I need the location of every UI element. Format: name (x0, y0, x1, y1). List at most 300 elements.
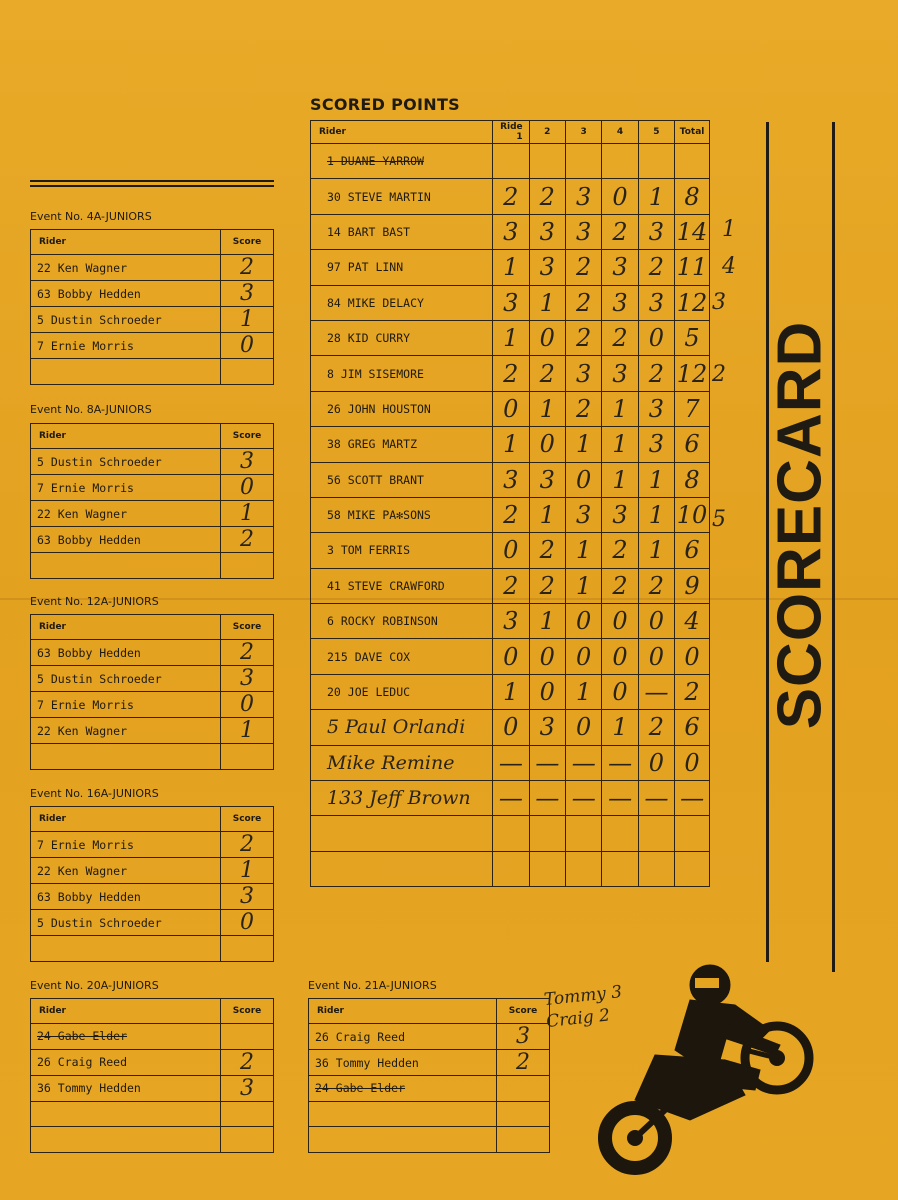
table-row (311, 250, 710, 285)
rider-score (221, 936, 274, 962)
rider-score: 1 (221, 307, 274, 333)
rider-score (497, 1076, 550, 1102)
ride-score: 3 (493, 285, 530, 320)
table-row (311, 356, 710, 391)
rider-score: 1 (221, 501, 274, 527)
column-header: Rider (31, 807, 221, 832)
ride-score: 1 (638, 462, 674, 497)
ride-score: 2 (493, 179, 530, 214)
rider-name: 7 Ernie Morris (31, 692, 221, 718)
ride-score: 2 (529, 179, 565, 214)
rider-name (309, 1127, 497, 1153)
ride-score (638, 816, 674, 851)
ride-score: 3 (493, 214, 530, 249)
table-row (31, 744, 274, 770)
ride-score: 3 (602, 356, 638, 391)
ride-score: — (638, 781, 674, 816)
table-row (31, 1075, 274, 1101)
table-row (31, 1101, 274, 1127)
ride-score (566, 816, 602, 851)
ride-score: 1 (529, 604, 565, 639)
ride-score: 2 (638, 356, 674, 391)
event-table (30, 229, 274, 385)
table-row (31, 1024, 274, 1050)
event-table (308, 998, 550, 1153)
table-row (31, 255, 274, 281)
rider-name: 5 Dustin Schroeder (31, 449, 221, 475)
rider-score (221, 744, 274, 770)
rider-score: 2 (221, 527, 274, 553)
ride-score: 0 (529, 320, 565, 355)
rider-name: 63 Bobby Hedden (31, 884, 221, 910)
ride-score: 3 (602, 497, 638, 532)
ride-score (602, 144, 638, 179)
ride-score: 1 (493, 250, 530, 285)
event-table (30, 806, 274, 962)
ride-score: 0 (566, 462, 602, 497)
rider-name: 22 Ken Wagner (31, 255, 221, 281)
event-table (30, 423, 274, 579)
rider-name: 14 BART BAST (311, 214, 493, 249)
table-row (309, 1050, 550, 1076)
ride-score: 3 (566, 214, 602, 249)
column-header: Score (221, 615, 274, 640)
rider-score: 2 (221, 255, 274, 281)
ride-score (529, 851, 565, 886)
rider-name: 5 Dustin Schroeder (31, 910, 221, 936)
table-row (31, 501, 274, 527)
total-score: 6 (675, 427, 710, 462)
rider-name (309, 1101, 497, 1127)
ride-score: 1 (638, 179, 674, 214)
rider-score (497, 1101, 550, 1127)
table-row (31, 1049, 274, 1075)
ride-score: 2 (638, 568, 674, 603)
ride-score: 3 (638, 285, 674, 320)
event-label: Event No. 12A-JUNIORS (30, 595, 159, 608)
rider-name: 5 Dustin Schroeder (31, 307, 221, 333)
table-row (31, 640, 274, 666)
ride-score: 3 (529, 214, 565, 249)
ride-score: 1 (602, 427, 638, 462)
rider-name: 63 Bobby Hedden (31, 281, 221, 307)
ride-score: 2 (529, 533, 565, 568)
table-row (311, 214, 710, 249)
rider-score: 2 (221, 832, 274, 858)
total-score: 0 (675, 745, 710, 780)
event-table (30, 614, 274, 770)
column-header: Score (497, 999, 550, 1024)
table-row (311, 816, 710, 851)
rider-name: 24 Gabe Elder (31, 1024, 221, 1050)
table-row (31, 281, 274, 307)
ride-score: — (529, 745, 565, 780)
rider-score: 0 (221, 333, 274, 359)
ride-score: 3 (529, 462, 565, 497)
ride-score: 3 (493, 604, 530, 639)
column-header: Score (221, 424, 274, 449)
table-row (31, 666, 274, 692)
rider-score: 3 (221, 666, 274, 692)
rider-score: 0 (221, 910, 274, 936)
rider-name: 24 Gabe Elder (309, 1076, 497, 1102)
rider-score (221, 1024, 274, 1050)
ride-score: 3 (566, 179, 602, 214)
ride-score: 3 (602, 285, 638, 320)
rider-name: 26 Craig Reed (31, 1049, 221, 1075)
ride-score: 0 (602, 639, 638, 674)
event-table (30, 998, 274, 1153)
rider-name: 30 STEVE MARTIN (311, 179, 493, 214)
total-score: 0 (675, 639, 710, 674)
rider-name: 22 Ken Wagner (31, 858, 221, 884)
event-label: Event No. 8A-JUNIORS (30, 403, 152, 416)
table-row (31, 692, 274, 718)
margin-note: 4 (722, 253, 736, 279)
rider-name: 7 Ernie Morris (31, 333, 221, 359)
table-row (311, 462, 710, 497)
rider-name: 215 DAVE COX (311, 639, 493, 674)
event-label: Event No. 16A-JUNIORS (30, 787, 159, 800)
ride-score: 0 (566, 710, 602, 745)
rider-name: 8 JIM SISEMORE (311, 356, 493, 391)
table-row (311, 179, 710, 214)
ride-score: — (493, 781, 530, 816)
ride-score (529, 816, 565, 851)
rider-score: 0 (221, 692, 274, 718)
column-header: 2 (529, 121, 565, 144)
rider-name: 63 Bobby Hedden (31, 640, 221, 666)
total-score (675, 816, 710, 851)
ride-score: 0 (602, 674, 638, 709)
table-row (311, 285, 710, 320)
ride-score: 1 (493, 427, 530, 462)
ride-score: 0 (638, 320, 674, 355)
table-row (311, 781, 710, 816)
event-label: Event No. 20A-JUNIORS (30, 979, 159, 992)
column-header: Score (221, 230, 274, 255)
scored-points-table (310, 120, 710, 887)
ride-score: 2 (638, 250, 674, 285)
ride-score: 0 (529, 427, 565, 462)
rider-name: 36 Tommy Hedden (309, 1050, 497, 1076)
ride-score: 3 (566, 356, 602, 391)
total-score: 5 (675, 320, 710, 355)
rider-name (311, 816, 493, 851)
table-row (31, 936, 274, 962)
rider-score: 0 (221, 475, 274, 501)
column-header: 3 (566, 121, 602, 144)
rider-name (31, 359, 221, 385)
ride-score: 1 (566, 674, 602, 709)
total-score: 14 (675, 214, 710, 249)
table-row (31, 307, 274, 333)
ride-score: 0 (493, 639, 530, 674)
rider-name: 7 Ernie Morris (31, 475, 221, 501)
ride-score: — (493, 745, 530, 780)
rider-score: 2 (221, 640, 274, 666)
table-row (31, 359, 274, 385)
rider-score: 3 (221, 884, 274, 910)
ride-score: 3 (493, 462, 530, 497)
rider-score: 3 (221, 281, 274, 307)
table-row (311, 144, 710, 179)
rider-name (31, 936, 221, 962)
total-score: 9 (675, 568, 710, 603)
rider-name: 56 SCOTT BRANT (311, 462, 493, 497)
table-row (311, 427, 710, 462)
rider-name: 5 Dustin Schroeder (31, 666, 221, 692)
total-score: 6 (675, 710, 710, 745)
divider (30, 180, 274, 182)
table-row (311, 320, 710, 355)
table-row (311, 568, 710, 603)
ride-score: 3 (566, 497, 602, 532)
ride-score (602, 816, 638, 851)
event-label: Event No. 4A-JUNIORS (30, 210, 152, 223)
ride-score: 2 (493, 568, 530, 603)
ride-score: 2 (566, 391, 602, 426)
rider-score: 2 (221, 1049, 274, 1075)
table-row (31, 527, 274, 553)
note-line: Tommy 3 (543, 982, 624, 1011)
column-header: Rider (311, 121, 493, 144)
ride-score: 0 (566, 639, 602, 674)
rider-name (31, 744, 221, 770)
rider-name: 26 JOHN HOUSTON (311, 391, 493, 426)
total-score: 8 (675, 462, 710, 497)
ride-score (602, 851, 638, 886)
table-row (31, 910, 274, 936)
ride-score: 2 (602, 568, 638, 603)
total-score: 6 (675, 533, 710, 568)
total-score: 12 (675, 285, 710, 320)
ride-score: 1 (529, 497, 565, 532)
table-row (311, 533, 710, 568)
ride-score: 0 (529, 639, 565, 674)
ride-score: 1 (602, 710, 638, 745)
rider-name (311, 851, 493, 886)
total-score: — (675, 781, 710, 816)
rider-name: 22 Ken Wagner (31, 718, 221, 744)
ride-score: 0 (493, 710, 530, 745)
ride-score (566, 144, 602, 179)
ride-score: 0 (493, 533, 530, 568)
margin-note: 3 (712, 289, 726, 315)
ride-score: — (529, 781, 565, 816)
ride-score: 2 (602, 214, 638, 249)
ride-score: 1 (638, 533, 674, 568)
ride-score (493, 816, 530, 851)
column-header: Rider (31, 424, 221, 449)
rider-name: 38 GREG MARTZ (311, 427, 493, 462)
ride-score: 2 (566, 285, 602, 320)
motorcycle-rider-illustration (595, 960, 825, 1175)
column-header: 5 (638, 121, 674, 144)
ride-score: 3 (602, 250, 638, 285)
table-row (311, 639, 710, 674)
total-score: 11 (675, 250, 710, 285)
total-score: 8 (675, 179, 710, 214)
rider-name (31, 1127, 221, 1153)
rider-score (221, 1127, 274, 1153)
rider-name: Mike Remine (311, 745, 493, 780)
table-header-row (311, 121, 710, 144)
ride-score: 0 (638, 604, 674, 639)
rider-name: 3 TOM FERRIS (311, 533, 493, 568)
column-header: 4 (602, 121, 638, 144)
ride-score: 2 (638, 710, 674, 745)
table-row (31, 832, 274, 858)
rider-score (221, 359, 274, 385)
note-line: Craig 2 (545, 1005, 611, 1032)
ride-score: 0 (493, 391, 530, 426)
rider-score (497, 1127, 550, 1153)
ride-score: 1 (529, 285, 565, 320)
ride-score (529, 144, 565, 179)
rider-name: 36 Tommy Hedden (31, 1075, 221, 1101)
table-row (31, 1127, 274, 1153)
table-row (31, 449, 274, 475)
page-title: SCORED POINTS (310, 95, 460, 114)
margin-note: 5 (712, 507, 726, 532)
rider-name: 58 MIKE PA✻SONS (311, 497, 493, 532)
total-score: 10 (675, 497, 710, 532)
margin-note: 1 (722, 217, 736, 243)
ride-score (638, 144, 674, 179)
ride-score: 1 (602, 462, 638, 497)
total-score (675, 144, 710, 179)
total-score: 2 (675, 674, 710, 709)
margin-note: 2 (712, 362, 726, 388)
ride-score: 2 (493, 497, 530, 532)
ride-score: — (566, 781, 602, 816)
rider-score: 1 (221, 858, 274, 884)
total-score: 7 (675, 391, 710, 426)
event-label: Event No. 21A-JUNIORS (308, 979, 437, 992)
ride-score: 0 (566, 604, 602, 639)
scorecard-brand: SCORECARD (765, 320, 835, 730)
ride-score: — (638, 674, 674, 709)
total-score (675, 851, 710, 886)
total-score: 4 (675, 604, 710, 639)
ride-score: 0 (638, 639, 674, 674)
table-row (309, 1076, 550, 1102)
total-score: 12 (675, 356, 710, 391)
column-header: Score (221, 807, 274, 832)
column-header: Ride 1 (493, 121, 530, 144)
column-header: Rider (31, 615, 221, 640)
ride-score: — (602, 745, 638, 780)
column-header: Rider (31, 999, 221, 1024)
ride-score: — (602, 781, 638, 816)
ride-score (638, 851, 674, 886)
ride-score: 1 (638, 497, 674, 532)
rider-name: 5 Paul Orlandi (311, 710, 493, 745)
ride-score: 1 (493, 674, 530, 709)
ride-score: 2 (602, 320, 638, 355)
table-row (31, 333, 274, 359)
divider (30, 185, 274, 187)
table-row (311, 851, 710, 886)
table-row (309, 1101, 550, 1127)
ride-score (566, 851, 602, 886)
ride-score: 2 (566, 250, 602, 285)
ride-score: 2 (602, 533, 638, 568)
ride-score: 3 (529, 250, 565, 285)
rider-name: 133 Jeff Brown (311, 781, 493, 816)
ride-score: 1 (493, 320, 530, 355)
column-header: Total (675, 121, 710, 144)
rider-name: 84 MIKE DELACY (311, 285, 493, 320)
rider-score (221, 553, 274, 579)
rider-score: 2 (497, 1050, 550, 1076)
rider-name: 6 ROCKY ROBINSON (311, 604, 493, 639)
table-row (311, 674, 710, 709)
rider-score: 3 (221, 449, 274, 475)
ride-score: 3 (529, 710, 565, 745)
rider-name: 97 PAT LINN (311, 250, 493, 285)
rider-name: 63 Bobby Hedden (31, 527, 221, 553)
rider-name (31, 1101, 221, 1127)
table-row (31, 884, 274, 910)
table-row (311, 710, 710, 745)
table-row (311, 745, 710, 780)
rider-score: 1 (221, 718, 274, 744)
ride-score (493, 851, 530, 886)
rider-score (221, 1101, 274, 1127)
table-row (311, 604, 710, 639)
ride-score: 2 (529, 568, 565, 603)
table-row (309, 1024, 550, 1050)
table-row (31, 858, 274, 884)
table-row (31, 718, 274, 744)
rider-name: 7 Ernie Morris (31, 832, 221, 858)
column-header: Rider (309, 999, 497, 1024)
rider-score: 3 (221, 1075, 274, 1101)
rider-name: 26 Craig Reed (309, 1024, 497, 1050)
ride-score: 1 (566, 568, 602, 603)
ride-score: 0 (602, 179, 638, 214)
ride-score: 3 (638, 391, 674, 426)
table-row (31, 475, 274, 501)
ride-score: 2 (529, 356, 565, 391)
ride-score: 2 (566, 320, 602, 355)
table-row (31, 553, 274, 579)
rider-name: 22 Ken Wagner (31, 501, 221, 527)
table-row (311, 391, 710, 426)
ride-score: 0 (602, 604, 638, 639)
ride-score: 1 (602, 391, 638, 426)
ride-score: 1 (529, 391, 565, 426)
table-row (309, 1127, 550, 1153)
rider-name: 20 JOE LEDUC (311, 674, 493, 709)
ride-score: 3 (638, 427, 674, 462)
rider-score: 3 (497, 1024, 550, 1050)
ride-score: — (566, 745, 602, 780)
ride-score (493, 144, 530, 179)
ride-score: 1 (566, 427, 602, 462)
rider-name: 41 STEVE CRAWFORD (311, 568, 493, 603)
column-header: Rider (31, 230, 221, 255)
ride-score: 3 (638, 214, 674, 249)
rider-name: 1 DUANE YARROW (311, 144, 493, 179)
ride-score: 1 (566, 533, 602, 568)
rider-name: 28 KID CURRY (311, 320, 493, 355)
ride-score: 0 (529, 674, 565, 709)
ride-score: 2 (493, 356, 530, 391)
column-header: Score (221, 999, 274, 1024)
